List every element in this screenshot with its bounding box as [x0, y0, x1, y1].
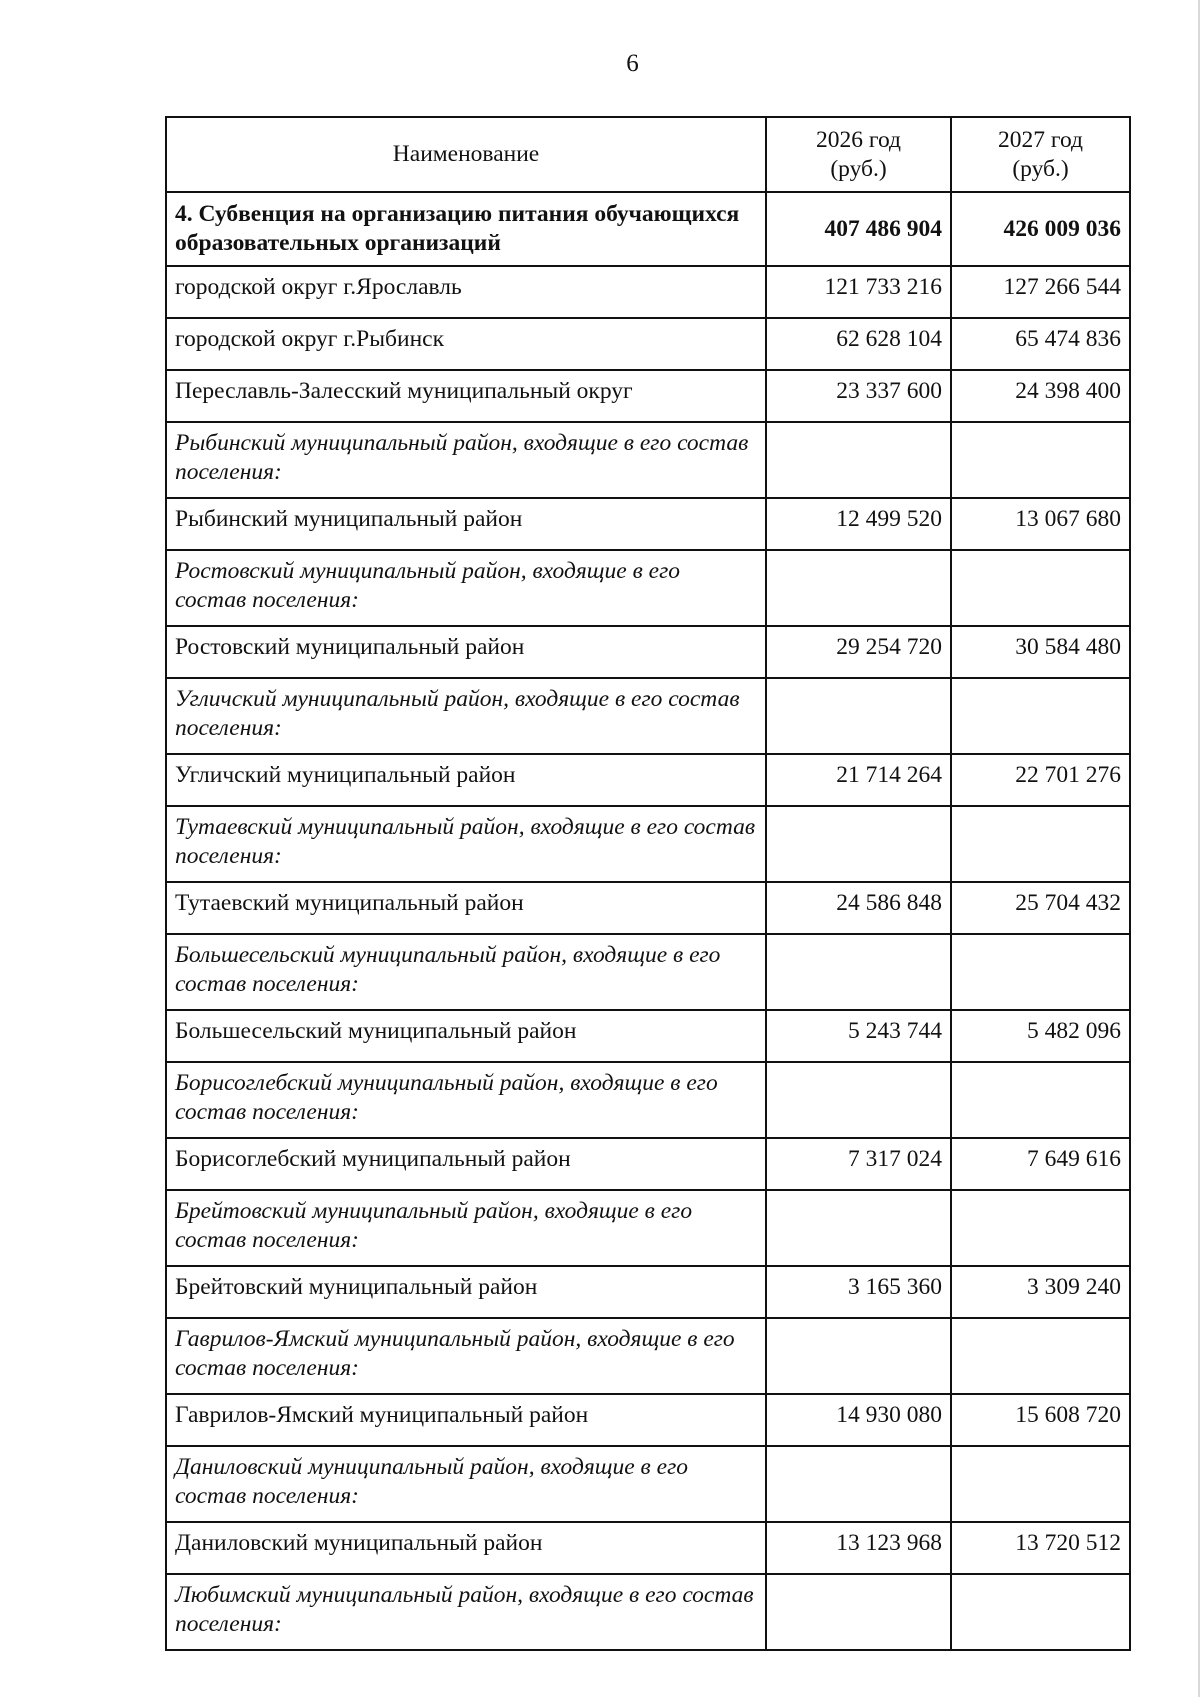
header-year-2026: [766, 117, 951, 192]
budget-table: [165, 116, 1131, 1651]
table-row: [166, 1394, 1130, 1446]
row-name: Брейтовский муниципальный район: [166, 1266, 766, 1318]
row-value-2027: 127 266 544: [951, 266, 1130, 318]
table-row: [166, 1138, 1130, 1190]
row-value-2027: [951, 934, 1130, 1010]
row-value-2026: 5 243 744: [766, 1010, 951, 1062]
row-value-2027: 5 482 096: [951, 1010, 1130, 1062]
table-row: [166, 266, 1130, 318]
table-row: [166, 882, 1130, 934]
row-value-2027: 22 701 276: [951, 754, 1130, 806]
row-value-2026: 407 486 904: [766, 192, 951, 266]
table-row: [166, 318, 1130, 370]
row-name: Угличский муниципальный район: [166, 754, 766, 806]
table-row: [166, 754, 1130, 806]
row-value-2027: 30 584 480: [951, 626, 1130, 678]
table-row: [166, 1522, 1130, 1574]
header-year-2027: [951, 117, 1130, 192]
table-row: [166, 1010, 1130, 1062]
row-name: Борисоглебский муниципальный район, входящие в его состав поселения:: [166, 1062, 766, 1138]
row-name: Даниловский муниципальный район: [166, 1522, 766, 1574]
header-name: [166, 117, 766, 192]
table-row: [166, 626, 1130, 678]
row-value-2026: 3 165 360: [766, 1266, 951, 1318]
row-value-2026: [766, 1062, 951, 1138]
table-row: [166, 422, 1130, 498]
row-value-2027: [951, 1446, 1130, 1522]
row-name: Рыбинский муниципальный район: [166, 498, 766, 550]
row-name: Ростовский муниципальный район, входящие в его состав поселения:: [166, 550, 766, 626]
table-row: [166, 934, 1130, 1010]
row-name: Большесельский муниципальный район, входящие в его состав поселения:: [166, 934, 766, 1010]
row-value-2027: [951, 1190, 1130, 1266]
row-value-2026: 121 733 216: [766, 266, 951, 318]
table-row: [166, 1318, 1130, 1394]
row-name: городской округ г.Ярославль: [166, 266, 766, 318]
table-row: [166, 1574, 1130, 1650]
row-value-2026: 23 337 600: [766, 370, 951, 422]
row-value-2026: 29 254 720: [766, 626, 951, 678]
row-value-2027: [951, 678, 1130, 754]
table-row: [166, 678, 1130, 754]
row-value-2026: 13 123 968: [766, 1522, 951, 1574]
header-year-2027-label: 2027 год: [998, 126, 1083, 153]
row-value-2026: [766, 1190, 951, 1266]
row-value-2027: 15 608 720: [951, 1394, 1130, 1446]
table-row: [166, 550, 1130, 626]
row-value-2027: 13 720 512: [951, 1522, 1130, 1574]
row-value-2027: 65 474 836: [951, 318, 1130, 370]
row-name: Даниловский муниципальный район, входящие в его состав поселения:: [166, 1446, 766, 1522]
row-value-2027: [951, 550, 1130, 626]
table-row: [166, 1190, 1130, 1266]
row-value-2027: 426 009 036: [951, 192, 1130, 266]
row-name: Ростовский муниципальный район: [166, 626, 766, 678]
row-value-2027: [951, 1062, 1130, 1138]
table-row: [166, 192, 1130, 266]
row-name: Тутаевский муниципальный район, входящие в его состав поселения:: [166, 806, 766, 882]
row-value-2026: 14 930 080: [766, 1394, 951, 1446]
row-value-2027: [951, 806, 1130, 882]
row-name: Рыбинский муниципальный район, входящие в его состав поселения:: [166, 422, 766, 498]
table-row: [166, 498, 1130, 550]
row-name: Брейтовский муниципальный район, входящие в его состав поселения:: [166, 1190, 766, 1266]
header-name-label: Наименование: [392, 141, 540, 167]
row-name: Гаврилов-Ямский муниципальный район, входящие в его состав поселения:: [166, 1318, 766, 1394]
row-value-2027: 7 649 616: [951, 1138, 1130, 1190]
row-name: Тутаевский муниципальный район: [166, 882, 766, 934]
row-value-2027: [951, 1574, 1130, 1650]
row-value-2026: [766, 422, 951, 498]
row-value-2026: [766, 806, 951, 882]
row-name: Гаврилов-Ямский муниципальный район: [166, 1394, 766, 1446]
row-value-2027: 13 067 680: [951, 498, 1130, 550]
row-value-2026: 62 628 104: [766, 318, 951, 370]
table-row: [166, 1266, 1130, 1318]
row-value-2027: [951, 1318, 1130, 1394]
table-row: [166, 1446, 1130, 1522]
row-value-2026: [766, 1574, 951, 1650]
row-name: Переславль-Залесский муниципальный округ: [166, 370, 766, 422]
row-value-2027: 3 309 240: [951, 1266, 1130, 1318]
page-number: 6: [626, 50, 639, 77]
row-value-2026: 7 317 024: [766, 1138, 951, 1190]
table-row: [166, 806, 1130, 882]
row-value-2026: [766, 1446, 951, 1522]
row-value-2026: [766, 1318, 951, 1394]
row-value-2027: [951, 422, 1130, 498]
row-value-2027: 25 704 432: [951, 882, 1130, 934]
row-value-2026: 12 499 520: [766, 498, 951, 550]
row-value-2027: 24 398 400: [951, 370, 1130, 422]
row-name: 4. Субвенция на организацию питания обучающихся образовательных организаций: [166, 192, 766, 266]
header-year-2026-label: 2026 год: [816, 126, 901, 153]
row-value-2026: 21 714 264: [766, 754, 951, 806]
header-year-2027-unit: (руб.): [1012, 155, 1069, 182]
table-row: [166, 1062, 1130, 1138]
row-value-2026: [766, 678, 951, 754]
row-name: Борисоглебский муниципальный район: [166, 1138, 766, 1190]
row-value-2026: 24 586 848: [766, 882, 951, 934]
table-header-row: [166, 117, 1130, 192]
row-name: Любимский муниципальный район, входящие в его состав поселения:: [166, 1574, 766, 1650]
header-year-2026-unit: (руб.): [830, 155, 887, 182]
row-value-2026: [766, 934, 951, 1010]
row-value-2026: [766, 550, 951, 626]
table-row: [166, 370, 1130, 422]
row-name: городской округ г.Рыбинск: [166, 318, 766, 370]
row-name: Угличский муниципальный район, входящие в его состав поселения:: [166, 678, 766, 754]
row-name: Большесельский муниципальный район: [166, 1010, 766, 1062]
